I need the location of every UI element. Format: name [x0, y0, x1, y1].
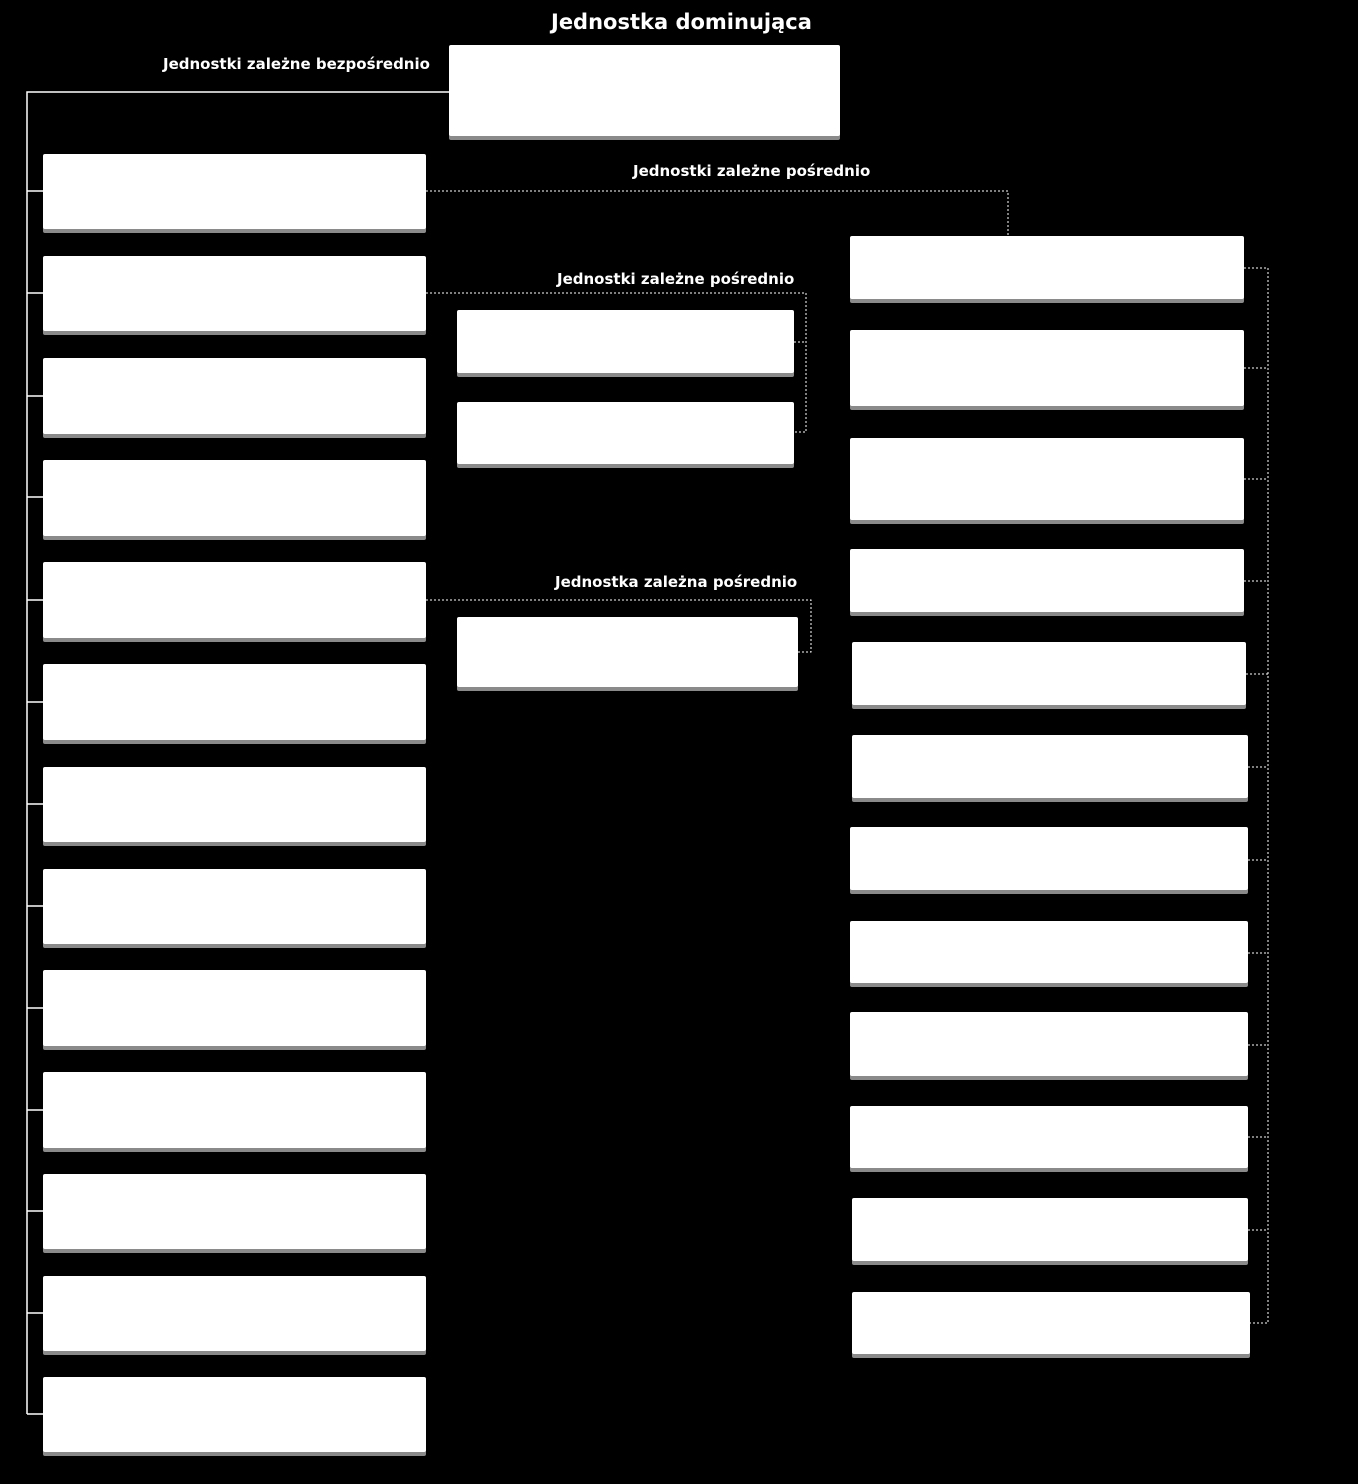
direct-subsidiary-box: [43, 664, 426, 740]
direct-subsidiary-box: [43, 767, 426, 842]
direct-subsidiary-box: [43, 970, 426, 1046]
indirect-subsidiary-box-right: [852, 735, 1248, 798]
direct-subsidiary-box: [43, 460, 426, 536]
diagram-title: Jednostka dominująca: [551, 10, 812, 34]
indirect-subsidiary-box-right: [850, 1106, 1248, 1168]
direct-subsidiary-box: [43, 1072, 426, 1148]
direct-subsidiary-box: [43, 1377, 426, 1452]
indirect-subsidiary-box-right: [850, 827, 1248, 890]
label-direct-subsidiaries: Jednostki zależne bezpośrednio: [163, 55, 430, 73]
label-indirect-subsidiary-single: Jednostka zależna pośrednio: [555, 573, 798, 591]
parent-entity-box: [449, 45, 840, 136]
indirect-subsidiary-box-right: [852, 1292, 1250, 1354]
indirect-subsidiary-box-right: [850, 330, 1244, 406]
label-indirect-subsidiaries-middle: Jednostki zależne pośrednio: [557, 270, 795, 288]
direct-subsidiary-box: [43, 1174, 426, 1249]
connector-right-group: [426, 191, 1008, 236]
indirect-subsidiary-box-right: [850, 1012, 1248, 1076]
indirect-subsidiary-box-single: [457, 617, 798, 687]
direct-subsidiary-box: [43, 154, 426, 229]
direct-subsidiary-box: [43, 256, 426, 331]
label-indirect-subsidiaries-right: Jednostki zależne pośrednio: [633, 162, 871, 180]
indirect-subsidiary-box-right: [850, 236, 1244, 299]
direct-subsidiary-box: [43, 869, 426, 944]
indirect-subsidiary-box-right: [852, 1198, 1248, 1261]
indirect-subsidiary-box-right: [850, 549, 1244, 612]
indirect-subsidiary-box-right: [850, 921, 1248, 983]
indirect-subsidiary-box-right: [852, 642, 1246, 705]
indirect-subsidiary-box-middle: [457, 402, 794, 464]
direct-subsidiary-box: [43, 562, 426, 638]
indirect-subsidiary-box-right: [850, 438, 1244, 520]
direct-subsidiary-box: [43, 1276, 426, 1351]
direct-subsidiary-box: [43, 358, 426, 434]
indirect-subsidiary-box-middle: [457, 310, 794, 373]
